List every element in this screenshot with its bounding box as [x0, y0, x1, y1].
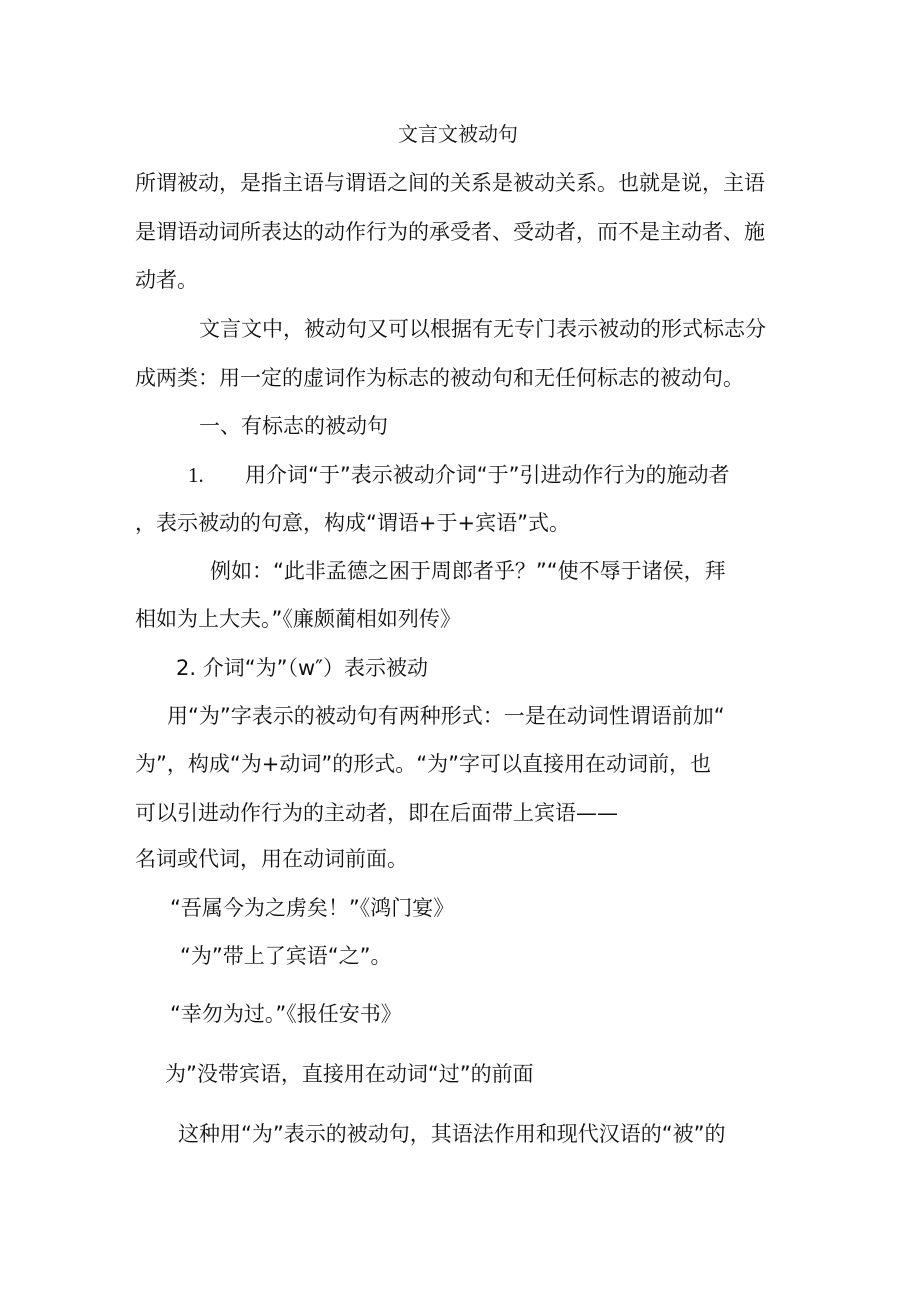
text-line: 为”没带宾语，直接用在动词“过”的前面: [165, 1062, 534, 1086]
document-title: 文言文被动句: [398, 122, 518, 146]
list-heading: 2. 介词“为”（w″）表示被动: [176, 656, 428, 680]
text-line: 动者。: [135, 268, 198, 292]
text-line: 所谓被动，是指主语与谓语之间的关系是被动关系。也就是说，主语: [135, 171, 765, 195]
text-line: 文言文中，被动句又可以根据有无专门表示被动的形式标志分: [199, 317, 766, 341]
text-line: 名词或代词，用在动词前面。: [135, 847, 408, 871]
text-line: 是谓语动词所表达的动作行为的承受者、受动者，而不是主动者、施: [135, 220, 765, 244]
list-number: 1.: [188, 463, 204, 487]
text-line: 成两类：用一定的虚词作为标志的被动句和无任何标志的被动句。: [135, 366, 744, 390]
quote-line: “吾属今为之虏矣！”《鸿门宴》: [170, 896, 455, 920]
text-line: 为”，构成“为+动词”的形式。“为”字可以直接用在动词前，也: [135, 752, 711, 776]
text-line: 例如：“此非孟德之困于周郎者乎？”“使不辱于诸侯，拜: [210, 559, 726, 583]
text-line: 相如为上大夫。”《廉颇蔺相如列传》: [135, 607, 461, 631]
text-line: 用“为”字表示的被动句有两种形式：一是在动词性谓语前加“: [167, 704, 725, 728]
text-line: “为”带上了宾语“之”。: [180, 944, 392, 968]
text-line: 可以引进动作行为的主动者，即在后面带上宾语——: [135, 801, 618, 825]
section-heading: 一、有标志的被动句: [199, 414, 388, 438]
quote-line: “幸勿为过。”《报任安书》: [170, 1002, 402, 1026]
text-line: ，表示被动的句意，构成“谓语+于+宾语”式。: [135, 511, 570, 535]
text-line: 用介词“于”表示被动介词“于”引进动作行为的施动者: [245, 463, 730, 487]
text-line: 这种用“为”表示的被动句，其语法作用和现代汉语的“被”的: [178, 1122, 726, 1146]
